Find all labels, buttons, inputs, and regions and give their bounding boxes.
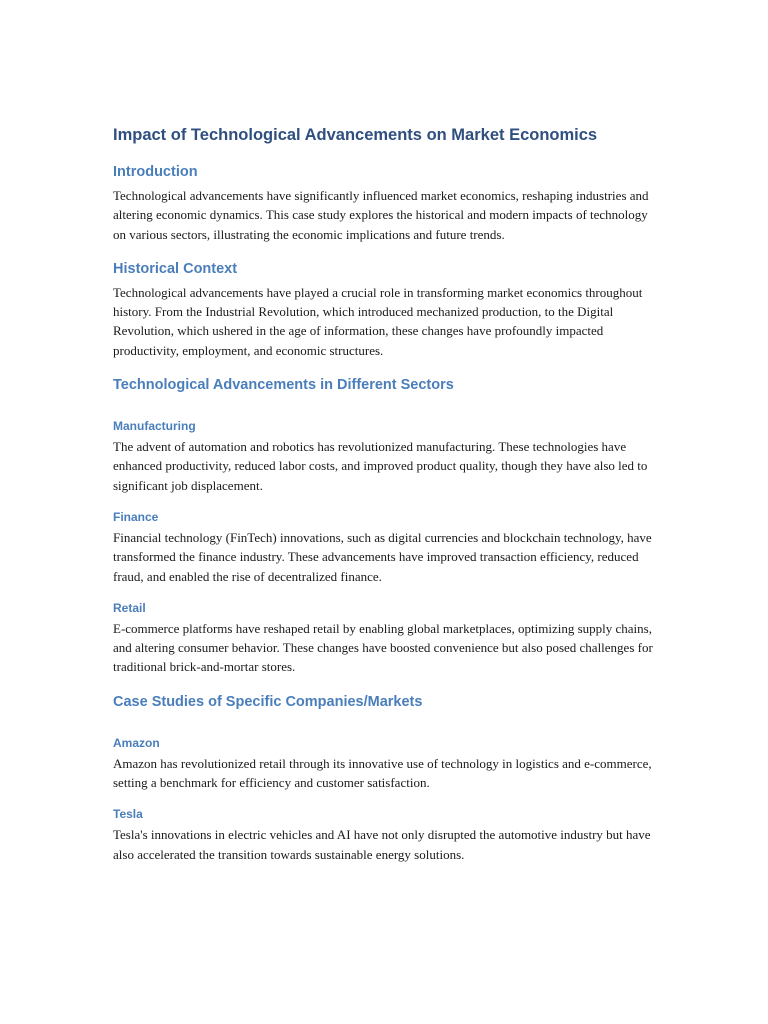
section-case-studies bbox=[113, 692, 658, 864]
case-studies-heading: Case Studies of Specific Companies/Markets bbox=[113, 693, 423, 710]
subsection-amazon bbox=[113, 734, 658, 793]
historical-context-heading: Historical Context bbox=[113, 260, 238, 277]
subsection-retail bbox=[113, 599, 658, 677]
introduction-paragraph: Technological advancements have significantly influenced market economics, reshaping industries and altering economic dynamics. This case study explores the historical and modern impacts of technology on various sectors, illustrating the economic implications and future trends. bbox=[113, 188, 649, 242]
finance-paragraph: Financial technology (FinTech) innovations, such as digital currencies and blockchain technology, have transformed the finance industry. These advancements have improved transaction efficiency, reduced fraud, and enabled the rise of decentralized finance. bbox=[113, 529, 652, 584]
introduction-heading: Introduction bbox=[113, 164, 198, 180]
historical-context-paragraph: Technological advancements have played a crucial role in transforming market economics throughout history. From the Industrial Revolution, which introduced mechanized production, to the Digital Revolution, which ushered in the age of information, these changes have profoundly impacted productivity, employment, and economic structures. bbox=[113, 284, 643, 358]
document-page bbox=[113, 124, 658, 864]
section-historical-context bbox=[113, 259, 658, 360]
subsection-finance bbox=[113, 508, 658, 586]
subsection-tesla bbox=[113, 805, 658, 864]
sectors-heading: Technological Advancements in Different Sectors bbox=[113, 377, 454, 394]
finance-heading: Finance bbox=[113, 509, 159, 524]
retail-paragraph: E-commerce platforms have reshaped retail by enabling global marketplaces, optimizing supply chains, and altering consumer behavior. These changes have boosted convenience but also posed challenges for traditional brick-and-mortar stores. bbox=[113, 620, 653, 675]
manufacturing-paragraph: The advent of automation and robotics has revolutionized manufacturing. These technologies have enhanced productivity, reduced labor costs, and improved product quality, though they have also led to significant job displacement. bbox=[113, 439, 648, 493]
amazon-heading: Amazon bbox=[113, 735, 160, 750]
tesla-heading: Tesla bbox=[113, 807, 143, 822]
retail-heading: Retail bbox=[113, 600, 146, 615]
document-title: Impact of Technological Advancements on Market Economics bbox=[113, 126, 598, 144]
tesla-paragraph: Tesla's innovations in electric vehicles and AI have not only disrupted the automotive industry but have also accelerated the transition towards sustainable energy solutions. bbox=[113, 827, 651, 862]
section-introduction bbox=[113, 162, 658, 244]
subsection-manufacturing bbox=[113, 417, 658, 495]
manufacturing-heading: Manufacturing bbox=[113, 419, 196, 434]
section-sectors bbox=[113, 375, 658, 677]
amazon-paragraph: Amazon has revolutionized retail through its innovative use of technology in logistics and e-commerce, setting a benchmark for efficiency and customer satisfaction. bbox=[113, 755, 652, 791]
